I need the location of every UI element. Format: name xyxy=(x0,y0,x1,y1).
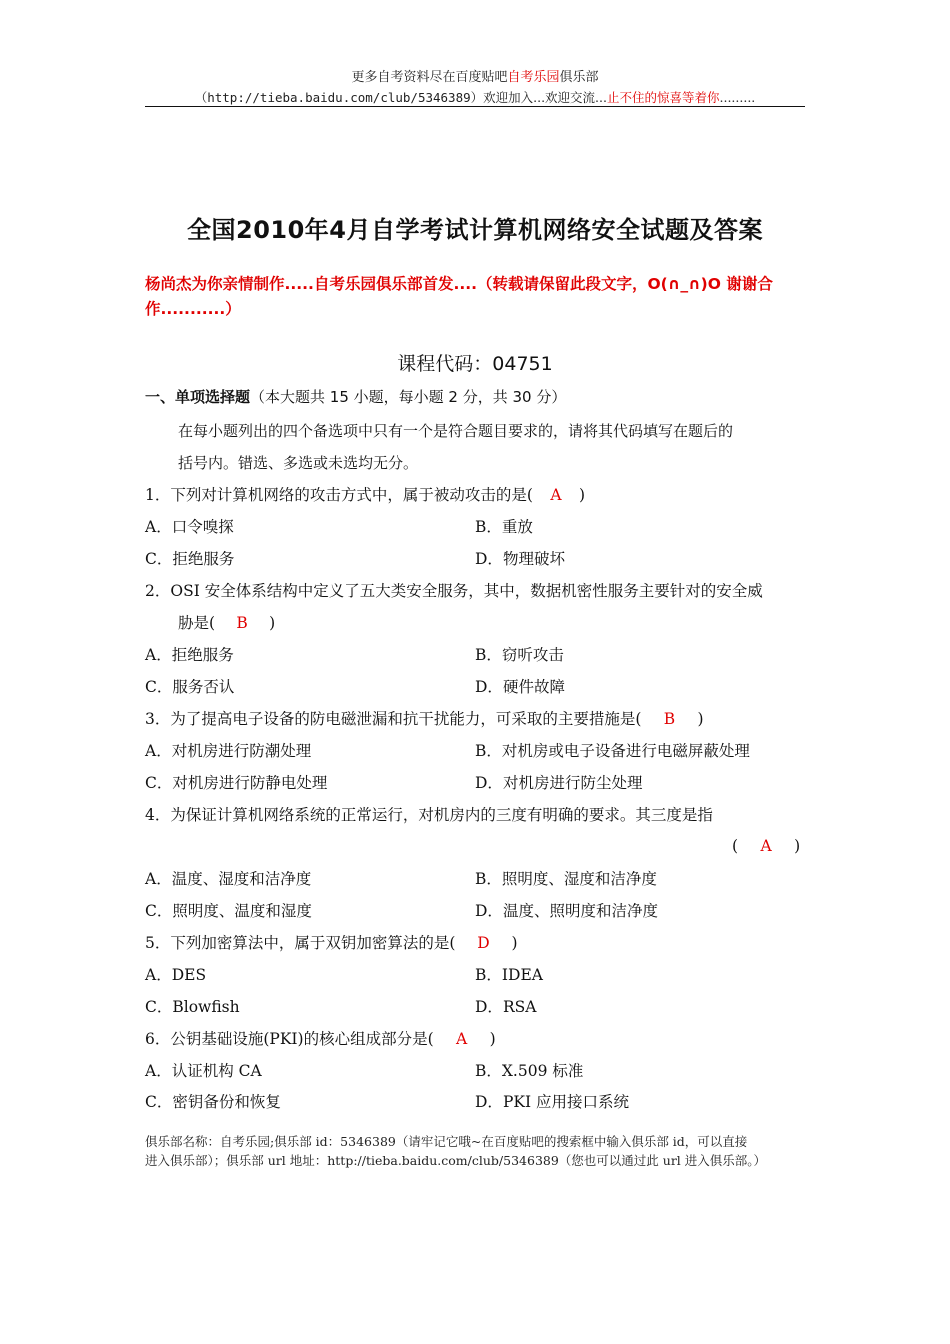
question-close: ) xyxy=(578,486,585,504)
option-letter: D． xyxy=(475,1093,503,1111)
question-text: 胁是( xyxy=(178,614,216,632)
option-letter: D． xyxy=(475,998,503,1016)
option-c xyxy=(145,899,312,921)
option-text: 温度、照明度和洁净度 xyxy=(502,902,658,920)
option-a xyxy=(145,739,311,761)
option-letter: A． xyxy=(145,870,172,888)
answer-mark: A xyxy=(760,837,772,855)
option-letter: C． xyxy=(145,550,173,568)
instruction-line-2: 括号内。错选、多选或未选均无分。 xyxy=(178,454,419,472)
option-c xyxy=(145,675,234,697)
question-text: 为了提高电子设备的防电磁泄漏和抗干扰能力，可采取的主要措施是( xyxy=(170,710,642,728)
option-a xyxy=(145,515,234,537)
option-text: 口令嗅探 xyxy=(171,518,234,536)
question-number: 1． xyxy=(145,486,171,504)
option-b xyxy=(475,1059,583,1081)
question-number: 4． xyxy=(145,806,171,824)
option-b xyxy=(475,515,533,537)
question-text: 为保证计算机网络系统的正常运行，对机房内的三度有明确的要求。其三度是指 xyxy=(170,806,713,824)
option-letter: B． xyxy=(475,518,502,536)
question-open: ( xyxy=(732,837,739,855)
footer-line-2: 进入俱乐部）；俱乐部 url 地址：http://tieba.baidu.com/club/5346389（您也可以通过此 url 进入俱乐部。） xyxy=(145,1153,767,1168)
option-b xyxy=(475,963,543,985)
question-close: ) xyxy=(511,934,518,952)
question-2 xyxy=(145,579,763,601)
option-letter: D． xyxy=(475,678,503,696)
option-letter: B． xyxy=(475,1062,502,1080)
option-text: 对机房进行防潮处理 xyxy=(171,742,312,760)
question-text: OSI 安全体系结构中定义了五大类安全服务，其中，数据机密性服务主要针对的安全威 xyxy=(170,582,763,600)
question-text: 下列加密算法中，属于双钥加密算法的是( xyxy=(170,934,456,952)
option-text: 拒绝服务 xyxy=(171,646,234,664)
option-a xyxy=(145,643,234,665)
option-text: 照明度、温度和湿度 xyxy=(172,902,312,920)
option-text: X.509 标准 xyxy=(501,1062,584,1080)
option-text: 拒绝服务 xyxy=(172,550,235,568)
question-1 xyxy=(145,483,585,505)
option-text: Blowfish xyxy=(172,998,240,1016)
option-a xyxy=(145,1059,262,1081)
option-d xyxy=(475,995,536,1017)
answer-mark: A xyxy=(550,486,562,504)
option-text: 温度、湿度和洁净度 xyxy=(171,870,312,888)
option-letter: A． xyxy=(145,966,172,984)
option-d xyxy=(475,547,565,569)
option-letter: A． xyxy=(145,1062,172,1080)
option-text: RSA xyxy=(502,998,537,1016)
question-text: 公钥基础设施(PKI)的核心组成部分是( xyxy=(170,1030,434,1048)
option-letter: C． xyxy=(145,1093,173,1111)
question-number: 6． xyxy=(145,1030,171,1048)
question-close: ) xyxy=(697,710,704,728)
option-d xyxy=(475,675,565,697)
option-text: 窃听攻击 xyxy=(501,646,564,664)
answer-mark: A xyxy=(456,1030,468,1048)
answer-mark: B xyxy=(663,710,676,728)
option-letter: C． xyxy=(145,774,173,792)
course-code: 课程代码：04751 xyxy=(397,353,553,375)
club-footer xyxy=(145,1132,810,1170)
option-text: 密钥备份和恢复 xyxy=(172,1093,281,1111)
option-text: 硬件故障 xyxy=(502,678,565,696)
header-club-name: 自考乐园 xyxy=(507,70,560,85)
option-letter: B． xyxy=(475,966,502,984)
option-letter: C． xyxy=(145,678,173,696)
header-line-1 xyxy=(145,66,805,85)
option-b xyxy=(475,643,564,665)
option-letter: D． xyxy=(475,774,503,792)
option-text: 服务否认 xyxy=(172,678,235,696)
option-letter: A． xyxy=(145,742,172,760)
header-rule xyxy=(145,106,805,107)
answer-mark: D xyxy=(477,934,490,952)
option-letter: D． xyxy=(475,550,503,568)
option-letter: A． xyxy=(145,518,172,536)
option-letter: B． xyxy=(475,870,502,888)
option-text: 物理破坏 xyxy=(502,550,565,568)
header-welcome: 欢迎加入...欢迎交流... xyxy=(483,90,607,105)
option-c xyxy=(145,547,234,569)
section-title: 一、单项选择题 xyxy=(145,388,251,406)
header-surprise: 止不住的惊喜等着你 xyxy=(606,90,720,105)
question-4-answer xyxy=(732,837,800,855)
option-b xyxy=(475,867,657,889)
option-letter: C． xyxy=(145,998,173,1016)
option-letter: D． xyxy=(475,902,503,920)
header-line-2 xyxy=(145,88,805,106)
option-text: IDEA xyxy=(501,966,543,984)
option-letter: B． xyxy=(475,646,502,664)
question-number: 2． xyxy=(145,582,171,600)
option-a xyxy=(145,963,206,985)
option-text: DES xyxy=(171,966,207,984)
credit-note: 杨尚杰为你亲情制作.....自考乐园俱乐部首发....（转载请保留此段文字，O(∩_∩)O 谢谢合作...........） xyxy=(145,275,773,318)
header-url[interactable]: （http://tieba.baidu.com/club/5346389） xyxy=(194,90,484,105)
header-text-club: 俱乐部 xyxy=(559,70,599,85)
option-letter: B． xyxy=(475,742,502,760)
section-note: （本大题共 15 小题，每小题 2 分，共 30 分） xyxy=(250,388,567,406)
answer-mark: B xyxy=(236,614,248,632)
question-number: 5． xyxy=(145,934,171,952)
question-4 xyxy=(145,803,713,825)
question-3 xyxy=(145,707,704,729)
section-heading xyxy=(145,386,566,407)
option-text: 照明度、湿度和洁净度 xyxy=(501,870,657,888)
header-dots: ......... xyxy=(719,90,756,105)
header-text: 更多自考资料尽在百度贴吧 xyxy=(351,70,508,85)
option-text: 认证机构 CA xyxy=(171,1062,262,1080)
footer-line-1: 俱乐部名称：自考乐园;俱乐部 id：5346389（请牢记它哦~在百度贴吧的搜索框中输入俱乐部 id，可以直接 xyxy=(145,1134,748,1149)
document-title: 全国2010年4月自学考试计算机网络安全试题及答案 xyxy=(187,216,763,244)
option-b xyxy=(475,739,750,761)
question-close: ) xyxy=(269,614,276,632)
option-d xyxy=(475,899,658,921)
option-d xyxy=(475,1090,629,1112)
question-2-continued xyxy=(178,611,275,633)
instruction-line-1: 在每小题列出的四个备选项中只有一个是符合题目要求的，请将其代码填写在题后的 xyxy=(178,422,734,440)
question-close: ) xyxy=(489,1030,496,1048)
option-text: 对机房进行防尘处理 xyxy=(502,774,643,792)
question-close: ) xyxy=(794,837,801,855)
option-text: 对机房或电子设备进行电磁屏蔽处理 xyxy=(501,742,750,760)
option-c xyxy=(145,1090,281,1112)
question-text: 下列对计算机网络的攻击方式中，属于被动攻击的是( xyxy=(170,486,533,504)
option-a xyxy=(145,867,311,889)
question-5 xyxy=(145,931,518,953)
option-c xyxy=(145,995,240,1017)
option-c xyxy=(145,771,327,793)
option-letter: C． xyxy=(145,902,173,920)
option-text: PKI 应用接口系统 xyxy=(502,1093,629,1111)
option-letter: A． xyxy=(145,646,172,664)
question-6 xyxy=(145,1027,496,1049)
option-d xyxy=(475,771,642,793)
option-text: 重放 xyxy=(501,518,533,536)
option-text: 对机房进行防静电处理 xyxy=(172,774,328,792)
question-number: 3． xyxy=(145,710,171,728)
